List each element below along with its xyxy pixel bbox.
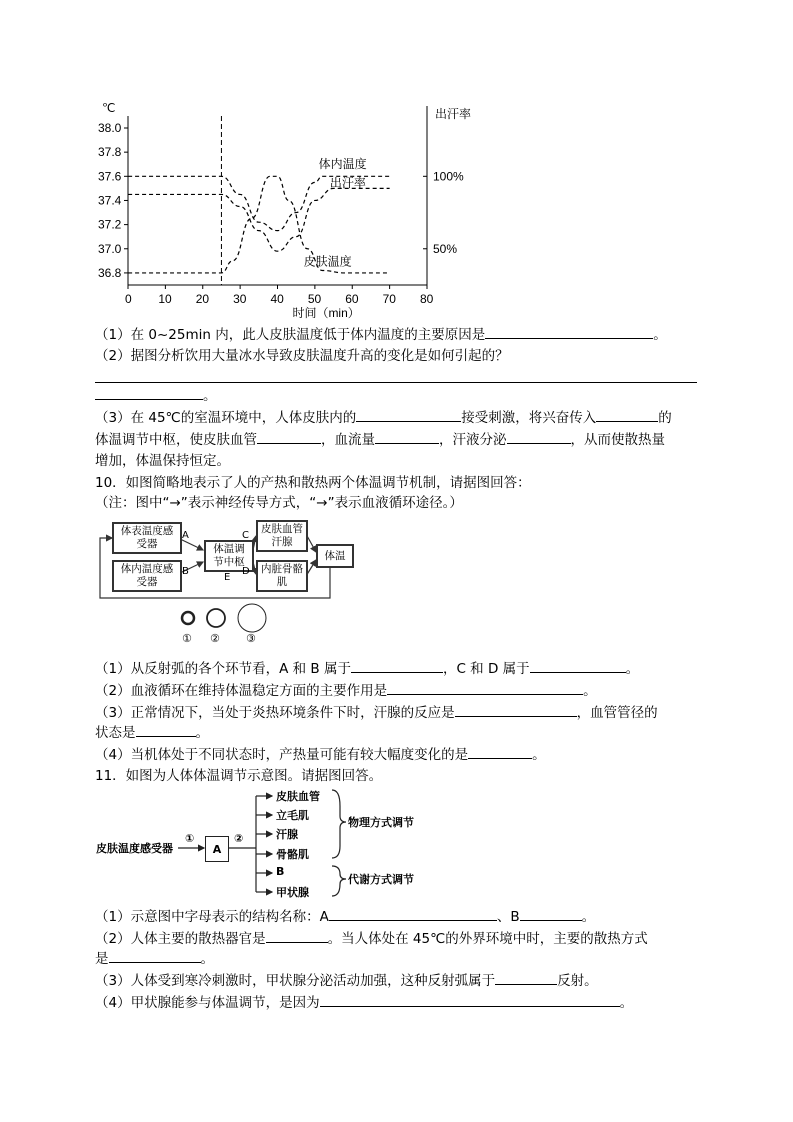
temperature-sweat-chart: [90, 95, 490, 320]
target-b: B: [276, 865, 285, 878]
q9-line6: 体温调节中枢，使皮肤血管 ，血流量 ，汗液分泌 ，从而使散热量: [95, 429, 665, 450]
target-skeletal-muscle: 骨骼肌: [276, 848, 309, 861]
y-tick-label: 37.4: [98, 193, 122, 208]
target-arrector-pili: 立毛肌: [276, 809, 309, 822]
answer-blank[interactable]: [356, 407, 461, 422]
y2-tick-label: 100%: [433, 169, 464, 184]
metabolic-regulation-label: 代谢方式调节: [348, 873, 414, 886]
y-tick-label: 37.6: [98, 169, 122, 184]
answer-blank[interactable]: [109, 948, 201, 963]
label-b: B: [182, 566, 189, 577]
q11-q2-cont: 是 。: [95, 948, 214, 969]
answer-blank[interactable]: [387, 680, 583, 695]
label-a: A: [182, 530, 189, 541]
q11-q1: （1）示意图中字母表示的结构名称：A 、B 。: [95, 906, 595, 927]
y-tick-label: 37.0: [98, 241, 122, 256]
x-tick-label: 10: [158, 292, 172, 306]
y-tick-label: 36.8: [98, 265, 122, 280]
internal-thermoreceptor-box: 体内温度感受器: [112, 560, 182, 592]
circle-label-1: ①: [182, 632, 192, 645]
q9-line2: （2）据图分析饮用大量冰水导致皮肤温度升高的变化是如何引起的？: [95, 348, 509, 364]
q11-title: 11．如图为人体体温调节示意图。请据图回答。: [95, 768, 383, 784]
thermoregulation-diagram: [96, 516, 356, 652]
q10-q1: （1）从反射弧的各个环节看，A 和 B 属于 ，C 和 D 属于 。: [95, 658, 639, 679]
answer-blank[interactable]: [320, 992, 620, 1007]
label-d: D: [242, 566, 250, 577]
answer-blank[interactable]: [596, 407, 658, 422]
series-label-skin-temp: 皮肤温度: [303, 254, 352, 269]
answer-blank[interactable]: [530, 658, 626, 673]
x-tick-label: 70: [382, 292, 396, 306]
y-tick-label: 38.0: [98, 121, 122, 135]
circle-label-3: ③: [246, 632, 256, 645]
answer-blank[interactable]: [257, 429, 321, 444]
q11-q2: （2）人体主要的散热器官是 。当人体处在 45℃的外界环境中时，主要的散热方式: [95, 928, 648, 949]
q9-line7: 增加，体温保持恒定。: [95, 453, 230, 469]
answer-blank[interactable]: [266, 928, 328, 943]
answer-blank[interactable]: [329, 906, 497, 921]
x-tick-label: 0: [125, 292, 132, 306]
answer-blank[interactable]: [520, 906, 582, 921]
x-tick-label: 30: [233, 292, 247, 306]
answer-blank[interactable]: [507, 429, 571, 444]
q10-title: 10．如图简略地表示了人的产热和散热两个体温调节机制，请据图回答：: [95, 475, 531, 491]
q11-q4: （4）甲状腺能参与体温调节，是因为 。: [95, 992, 633, 1013]
y-unit-label: ℃: [102, 101, 116, 115]
x-tick-label: 80: [420, 292, 434, 306]
circle-3: [238, 604, 266, 632]
step2-label: ②: [234, 832, 244, 845]
q10-q4: （4）当机体处于不同状态时，产热量可能有较大幅度变化的是 。: [95, 744, 546, 765]
y-tick-label: 37.2: [98, 217, 122, 232]
series-label-body-temp: 体内温度: [318, 156, 367, 171]
y-tick-label: 37.8: [98, 145, 122, 160]
q10-q2: （2）血液循环在维持体温稳定方面的主要作用是 。: [95, 680, 597, 701]
skin-thermoreceptor-label: 皮肤温度感受器: [96, 842, 173, 855]
structure-a-label: A: [212, 842, 222, 856]
answer-blank[interactable]: [495, 970, 557, 985]
x-tick-label: 50: [307, 292, 322, 306]
q10-q3-cont: 状态是 。: [95, 722, 209, 743]
answer-blank[interactable]: [95, 385, 203, 400]
label-c: C: [242, 530, 249, 541]
x-tick-label: 20: [195, 292, 210, 306]
x-tick-label: 40: [270, 292, 284, 306]
answer-blank[interactable]: [351, 658, 443, 673]
body-temperature-regulation-diagram: [96, 786, 426, 902]
step1-label: ①: [185, 832, 195, 845]
structure-a-box: [205, 836, 229, 862]
answer-blank[interactable]: [468, 744, 532, 759]
answer-blank[interactable]: [375, 429, 439, 444]
physical-brace: [332, 790, 346, 858]
body-temperature-box: 体温: [316, 544, 354, 568]
series-line-1: [128, 188, 390, 251]
series-label-sweat-rate: 出汗率: [329, 176, 366, 191]
circle-1: [182, 612, 194, 624]
y2-title: 出汗率: [435, 107, 472, 121]
x-axis-title: 时间（min）: [292, 306, 360, 320]
target-skin-vessel: 皮肤血管: [276, 790, 320, 803]
q9-line5: （3）在 45℃的室温环境中，人体皮肤内的 接受刺激，将兴奋传入 的: [95, 407, 672, 428]
physical-regulation-label: 物理方式调节: [348, 816, 414, 829]
skin-vessel-sweat-gland-box: 皮肤血管汗腺: [256, 520, 308, 552]
answer-blank[interactable]: [455, 702, 577, 717]
q9-line1: （1）在 0~25min 内，此人皮肤温度低于体内温度的主要原因是 。: [95, 324, 667, 345]
circle-label-2: ②: [210, 632, 220, 645]
viscera-skeletal-muscle-box: 内脏骨骼肌: [256, 560, 308, 592]
thermoregulation-center-box: 体温调节中枢: [204, 540, 254, 572]
q11-q3: （3）人体受到寒冷刺激时，甲状腺分泌活动加强，这种反射弧属于 反射。: [95, 970, 598, 991]
answer-blank[interactable]: [485, 324, 653, 339]
answer-blank[interactable]: [136, 722, 196, 737]
target-thyroid: 甲状腺: [276, 886, 309, 899]
circle-2: [207, 609, 225, 627]
y2-tick-label: 50%: [433, 241, 458, 256]
metabolic-brace: [332, 866, 346, 896]
x-tick-label: 60: [345, 292, 359, 306]
surface-thermoreceptor-box: 体表温度感受器: [112, 522, 182, 554]
q10-note: （注：图中“→”表示神经传导方式，“→”表示血液循环途径。）: [95, 495, 463, 511]
label-e: E: [224, 572, 231, 583]
q9-line4: 。: [95, 385, 217, 406]
q10-q3: （3）正常情况下，当处于炎热环境条件下时，汗腺的反应是 ，血管管径的: [95, 702, 658, 723]
answer-blank[interactable]: [95, 366, 697, 383]
target-sweat-gland: 汗腺: [276, 828, 298, 841]
